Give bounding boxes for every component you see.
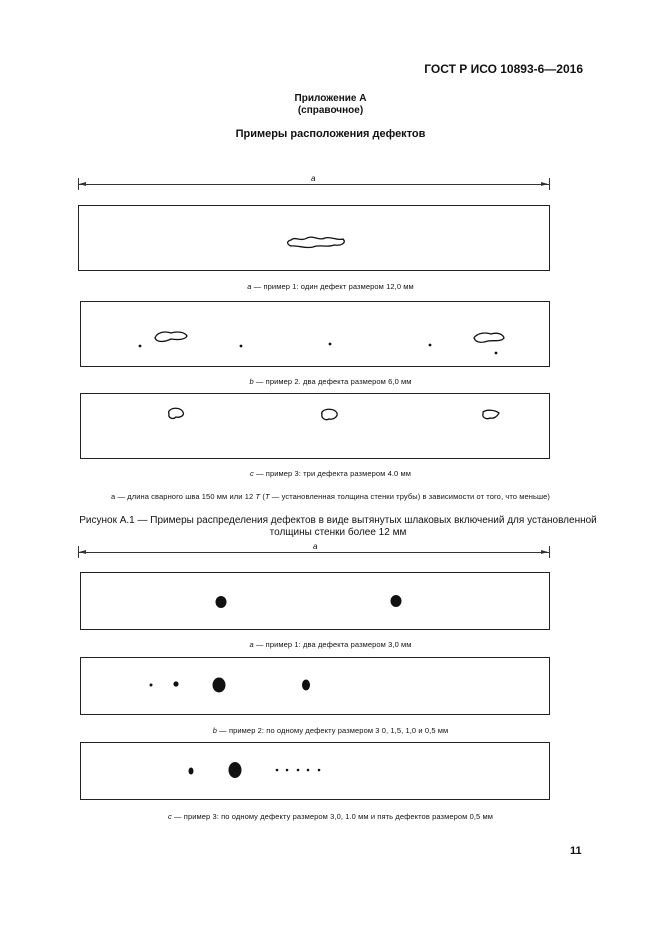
- caption-letter: c: [249, 469, 254, 478]
- weld-plate-example-1: [80, 572, 550, 630]
- footnote-symbol: T: [255, 492, 261, 501]
- caption-letter: a: [249, 640, 254, 649]
- figure-footnote: [0, 492, 661, 501]
- caption-text: — пример 2. два дефекта размером 6,0 мм: [253, 377, 412, 386]
- caption-text: — пример 2: по одному дефекту размером 3 0, 1,5, 1,0 и 0,5 мм: [216, 726, 449, 735]
- footnote-middle: (: [260, 492, 265, 501]
- weld-plate-example-1: [78, 205, 550, 271]
- caption-text: — пример 1: один дефект размером 12,0 мм: [251, 282, 414, 291]
- caption-text: — пример 1: два дефекта размером 3,0 мм: [253, 640, 412, 649]
- document-standard-header: ГОСТ Р ИСО 10893-6—2016: [424, 62, 583, 76]
- weld-plate-example-3: [80, 393, 550, 459]
- weld-plate-example-2: [80, 301, 550, 367]
- weld-plate-example-2: [80, 657, 550, 715]
- caption-letter: c: [167, 812, 172, 821]
- caption-letter: b: [212, 726, 217, 735]
- elongated-slag-defect: [79, 206, 551, 272]
- dimension-arrows: [0, 548, 661, 558]
- caption-text: — пример 3: по одному дефекту размером 3,0, 1.0 мм и пять дефектов размером 0,5 мм: [171, 812, 494, 821]
- two-defects-and-points: [81, 302, 551, 368]
- footnote-prefix: a — длина сварного шва 150 мм или 12: [111, 492, 256, 501]
- caption-example-1: [0, 282, 661, 291]
- caption-example-3: [0, 469, 661, 478]
- dimension-label: a: [311, 174, 316, 183]
- footnote-symbol: T: [264, 492, 270, 501]
- round-defects: [81, 573, 551, 631]
- appendix-heading: [0, 93, 661, 117]
- figure-caption: Рисунок А.1 — Примеры распределения дефектов в виде вытянутых шлаковых включений для установленной толщины стенки более 12 мм: [79, 515, 597, 538]
- caption-letter: a: [247, 282, 252, 291]
- page-number: 11: [570, 845, 582, 857]
- appendix-subtitle: (справочное): [297, 105, 364, 116]
- footnote-suffix: — установленная толщина стенки трубы) в зависимости от того, что меньше): [269, 492, 550, 501]
- caption-letter: b: [249, 377, 254, 386]
- weld-plate-example-3: [80, 742, 550, 800]
- dimension-arrows: [0, 180, 661, 190]
- appendix-title: Приложение А: [294, 93, 367, 104]
- round-defects: [81, 658, 551, 716]
- caption-example-3: [0, 812, 661, 821]
- caption-example-2: [0, 377, 661, 386]
- round-defects: [81, 743, 551, 801]
- caption-example-1: [0, 640, 661, 649]
- caption-text: — пример 3: три дефекта размером 4.0 мм: [253, 469, 412, 478]
- dimension-label: a: [313, 542, 318, 551]
- three-defects: [81, 394, 551, 460]
- caption-example-2: [0, 726, 661, 735]
- section-title: Примеры расположения дефектов: [235, 128, 426, 140]
